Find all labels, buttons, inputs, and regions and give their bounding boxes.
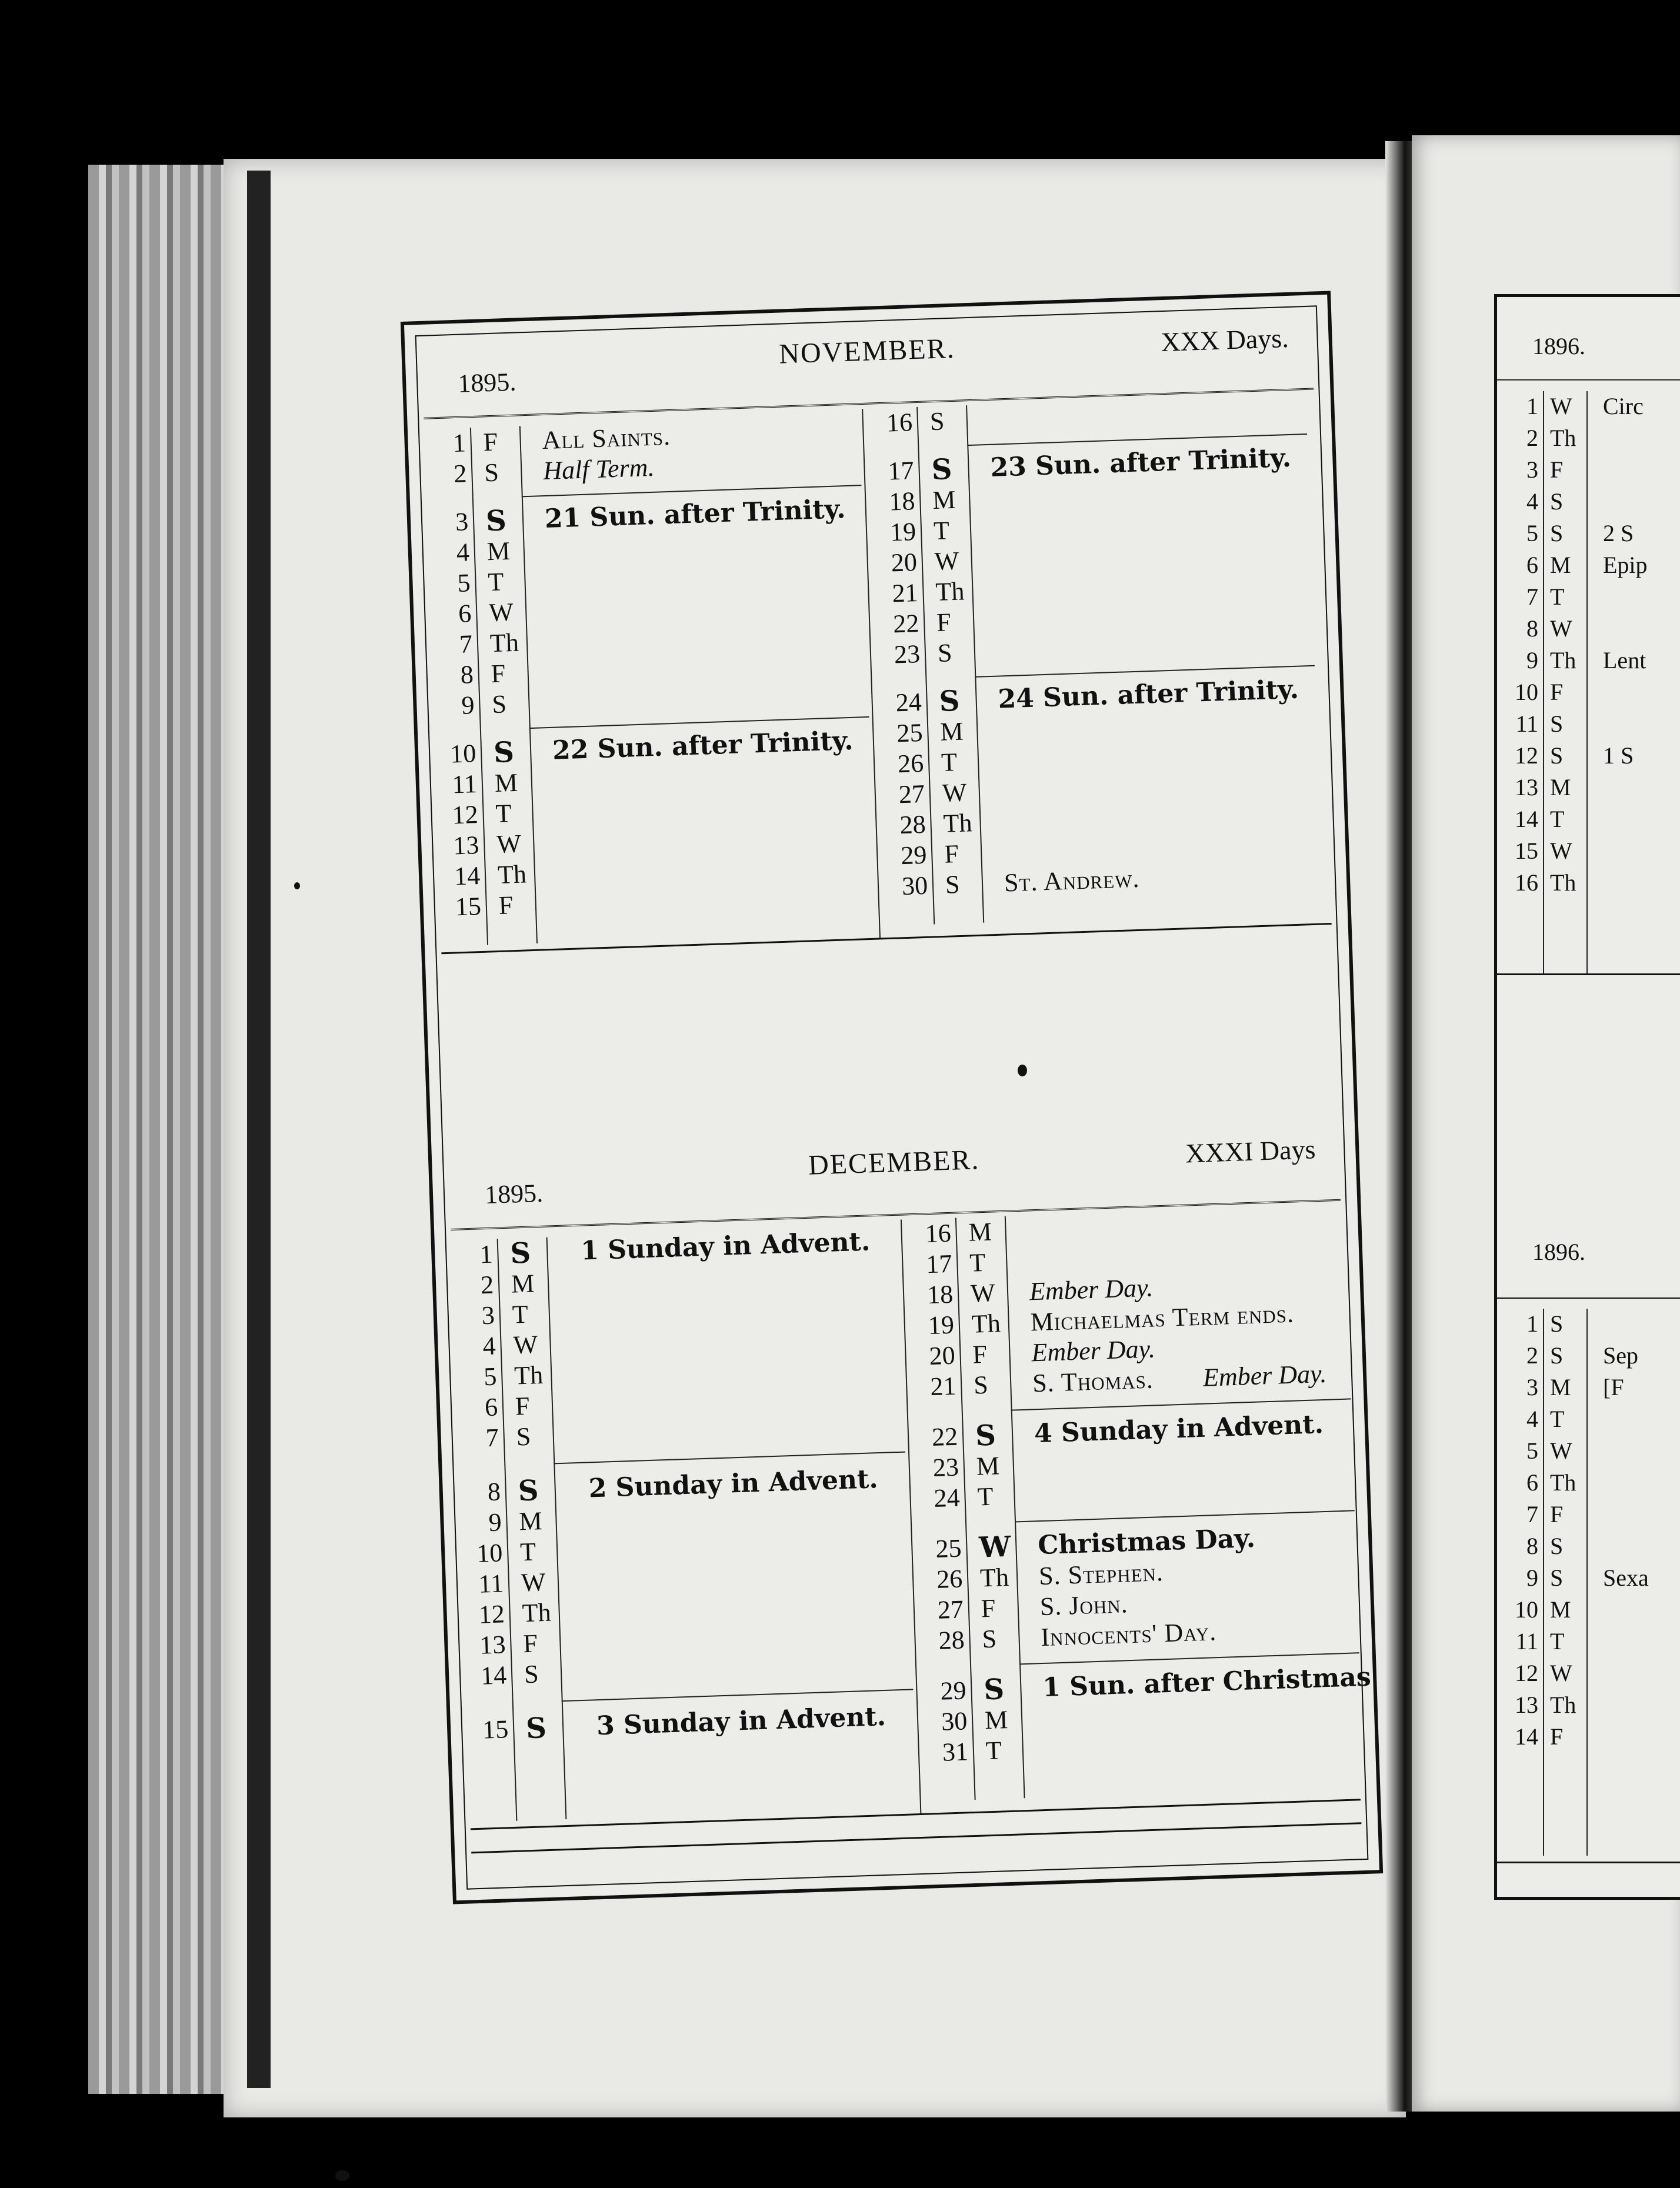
december-left-column (451, 1226, 918, 1829)
calendar-event: Half Term. (542, 452, 655, 486)
weekday-letter: M (984, 1705, 1009, 1735)
calendar-day-row (1497, 1531, 1680, 1562)
day-number: 1 (452, 428, 466, 458)
day-number: 7 (459, 629, 473, 659)
day-number: 10 (1515, 1596, 1538, 1623)
day-number: 8 (1526, 1533, 1538, 1559)
calendar-day-row (1497, 1404, 1680, 1435)
calendar-day-row (1497, 1563, 1680, 1593)
weekday-letter: S (524, 1659, 539, 1689)
calendar-event: 4 Sunday in Advent. (1034, 1409, 1324, 1449)
calendar-event: Christmas Day. (1037, 1523, 1256, 1561)
calendar-event: 2 S (1603, 520, 1634, 546)
weekday-letter: M (968, 1217, 992, 1247)
weekday-letter: S (1550, 1565, 1564, 1591)
weekday-letter: Th (521, 1597, 552, 1628)
calendar-day-row (1497, 1499, 1680, 1530)
weekday-letter: S (1550, 1310, 1564, 1337)
weekday-letter: M (1550, 1596, 1571, 1623)
calendar-frame-1896 (1494, 294, 1680, 1900)
day-number: 10 (449, 739, 477, 769)
weekday-letter: S (937, 638, 953, 668)
calendar-event: All Saints. (541, 421, 671, 455)
calendar-event: Epip (1603, 552, 1648, 578)
day-number: 11 (451, 769, 478, 799)
day-number: 10 (1515, 679, 1538, 705)
day-number: 12 (451, 800, 479, 830)
day-number: 15 (455, 891, 482, 922)
calendar-day-row (1497, 1658, 1680, 1689)
december-year: 1895. (484, 1178, 544, 1210)
day-number: 28 (938, 1625, 965, 1655)
day-number: 22 (892, 609, 920, 639)
weekday-letter: Th (1550, 1692, 1576, 1718)
weekday-letter: S (981, 1624, 997, 1654)
day-number: 11 (478, 1569, 504, 1599)
day-number: 8 (487, 1477, 501, 1507)
day-number: 16 (886, 408, 913, 438)
calendar-day-row (1497, 868, 1680, 898)
day-number: 13 (1515, 1692, 1538, 1718)
calendar-event: 23 Sun. after Trinity. (989, 442, 1292, 483)
calendar-day-row (1497, 1626, 1680, 1657)
november-right-column (871, 394, 1323, 938)
day-number: 31 (942, 1737, 969, 1767)
calendar-day-row (1497, 550, 1680, 581)
calendar-day-row (1497, 1595, 1680, 1625)
day-number: 9 (461, 691, 475, 720)
weekday-letter: M (1550, 774, 1571, 801)
calendar-day-row (1497, 613, 1680, 644)
day-number: 10 (476, 1538, 504, 1568)
calendar-event: Lent (1603, 647, 1646, 673)
weekday-letter: F (1550, 456, 1564, 483)
weekday-letter: S (938, 684, 961, 718)
calendar-day-row (466, 1700, 914, 1746)
calendar-day-row (1497, 709, 1680, 739)
weekday-letter: F (981, 1593, 996, 1623)
december-header (448, 1123, 1341, 1217)
day-number: 24 (895, 687, 922, 718)
ink-speck (1018, 1065, 1027, 1076)
calendar-event: St. Andrew. (1004, 863, 1141, 898)
weekday-letter: F (498, 890, 514, 920)
weekday-letter: F (522, 1629, 538, 1659)
day-number: 8 (1526, 615, 1538, 642)
weekday-letter: M (486, 536, 511, 566)
day-number: 2 (1526, 1342, 1538, 1369)
day-number: 28 (899, 809, 926, 840)
day-number: 6 (484, 1392, 498, 1422)
weekday-letter: W (942, 778, 968, 808)
weekday-letter: F (1550, 1723, 1564, 1750)
ink-speck (335, 2170, 349, 2181)
weekday-letter: F (1550, 1501, 1564, 1527)
calendar-event-secondary: Ember Day. (1202, 1359, 1327, 1392)
day-number: 24 (933, 1483, 961, 1513)
calendar-event: 22 Sun. after Trinity. (552, 725, 854, 766)
weekday-letter: W (496, 829, 522, 859)
weekday-letter: W (1550, 1660, 1572, 1686)
day-number: 27 (898, 779, 925, 809)
weekday-letter: Th (935, 576, 965, 607)
calendar-day-row (1497, 1467, 1680, 1498)
february-1896-column (1497, 1309, 1680, 1838)
weekday-letter: Th (514, 1360, 544, 1390)
november-year: 1895. (457, 367, 517, 398)
february-year: 1896. (1532, 1239, 1585, 1265)
day-number: 16 (924, 1218, 952, 1249)
calendar-day-row (1497, 455, 1680, 485)
day-number: 19 (928, 1310, 955, 1340)
day-number: 21 (891, 578, 919, 608)
calendar-event: 3 Sunday in Advent. (596, 1701, 886, 1742)
weekday-letter: S (525, 1712, 547, 1746)
calendar-day-row (1497, 1436, 1680, 1466)
calendar-event: Michaelmas Term ends. (1029, 1299, 1295, 1337)
weekday-letter: F (490, 659, 506, 689)
weekday-letter: F (936, 608, 952, 638)
day-number: 1 (1526, 393, 1538, 419)
day-number: 26 (936, 1564, 963, 1594)
calendar-event: 1 S (1603, 742, 1634, 769)
february-bottom-rule (1497, 1862, 1680, 1863)
weekday-letter: W (1550, 615, 1572, 642)
weekday-letter: F (1550, 679, 1564, 705)
weekday-letter: S (929, 406, 945, 436)
calendar-event: S. Stephen. (1038, 1557, 1164, 1591)
weekday-letter: S (515, 1422, 532, 1452)
day-number: 26 (897, 748, 924, 779)
day-number: 7 (1526, 1501, 1538, 1527)
weekday-letter: T (1550, 1628, 1565, 1655)
weekday-letter: M (518, 1506, 543, 1536)
january-1896-column (1497, 391, 1680, 979)
calendar-event: Innocents' Day. (1040, 1617, 1217, 1652)
day-number: 25 (935, 1533, 962, 1563)
day-number: 19 (889, 517, 916, 547)
day-number: 27 (937, 1595, 964, 1625)
calendar-day-row (1497, 1690, 1680, 1720)
january-year: 1896. (1532, 333, 1585, 359)
day-number: 6 (1526, 1469, 1538, 1496)
weekday-letter: M (976, 1451, 1000, 1481)
day-number: 20 (891, 548, 918, 578)
weekday-letter: M (932, 485, 956, 515)
day-number: 16 (1515, 869, 1538, 896)
day-number: 15 (482, 1715, 509, 1745)
day-number: 1 (1526, 1310, 1538, 1337)
weekday-letter: S (1550, 1533, 1564, 1559)
calendar-frame-1895 (401, 291, 1383, 1905)
weekday-letter: T (933, 516, 950, 546)
calendar-event: Ember Day. (1031, 1334, 1156, 1368)
calendar-day-row (1497, 772, 1680, 803)
calendar-day-row (1497, 391, 1680, 422)
calendar-day-row (1497, 423, 1680, 453)
weekday-letter: T (1550, 806, 1565, 832)
weekday-letter: S (1550, 520, 1564, 546)
day-number: 18 (888, 486, 916, 516)
weekday-letter: S (1550, 488, 1564, 515)
day-number: 1 (479, 1239, 494, 1269)
week-divider (554, 1452, 905, 1465)
week-divider (1015, 1510, 1355, 1522)
day-number: 29 (939, 1676, 967, 1706)
weekday-letter: S (945, 869, 961, 899)
frame-footer-rule (471, 1822, 1361, 1853)
weekday-letter: M (939, 716, 964, 746)
week-divider (1019, 1652, 1359, 1665)
day-number: 3 (481, 1300, 495, 1330)
weekday-letter: W (521, 1567, 546, 1597)
day-number: 13 (479, 1630, 506, 1660)
calendar-day-row (1497, 582, 1680, 612)
day-number: 30 (901, 870, 928, 901)
weekday-letter: Th (489, 628, 519, 658)
day-number: 14 (1515, 806, 1538, 832)
day-number: 29 (900, 840, 928, 870)
weekday-letter: Th (1550, 647, 1576, 673)
day-number: 4 (456, 538, 470, 568)
day-number: 12 (1515, 742, 1538, 769)
day-number: 18 (926, 1279, 954, 1310)
weekday-letter: T (941, 748, 958, 777)
day-number: 14 (1515, 1723, 1538, 1750)
calendar-day-row (1497, 645, 1680, 676)
weekday-letter: T (519, 1537, 536, 1567)
calendar-event: 2 Sunday in Advent. (588, 1464, 879, 1504)
day-number: 20 (928, 1340, 956, 1371)
weekday-letter: S (517, 1474, 539, 1508)
day-number: 5 (1526, 520, 1538, 546)
day-number: 15 (1515, 838, 1538, 864)
weekday-letter: S (485, 504, 507, 538)
calendar-day-row (1497, 486, 1680, 517)
calendar-event: [F (1603, 1374, 1624, 1400)
weekday-letter: M (494, 768, 518, 798)
weekday-letter: T (969, 1248, 986, 1278)
weekday-letter: T (985, 1736, 1002, 1766)
december-days-total: XXXI Days (1185, 1134, 1316, 1169)
calendar-event: Sep (1603, 1342, 1638, 1369)
weekday-letter: T (512, 1299, 529, 1329)
weekday-letter: S (1550, 1342, 1564, 1369)
calendar-event: 21 Sun. after Trinity. (544, 494, 846, 535)
calendar-day-row (1497, 1340, 1680, 1371)
weekday-letter: F (482, 427, 498, 457)
weekday-letter: M (1550, 552, 1571, 578)
weekday-letter: Th (942, 808, 973, 838)
day-number: 7 (485, 1423, 499, 1453)
day-number: 17 (887, 456, 915, 486)
day-number: 6 (1526, 552, 1538, 578)
weekday-letter: W (978, 1530, 1012, 1565)
november-month-title: NOVEMBER. (778, 332, 956, 370)
weekday-letter: S (973, 1370, 989, 1400)
day-number: 5 (456, 568, 471, 598)
day-number: 23 (894, 639, 921, 669)
november-days-total: XXX Days. (1160, 322, 1289, 358)
weekday-letter: S (484, 458, 499, 488)
weekday-letter: T (487, 567, 505, 597)
weekday-letter: S (1550, 742, 1564, 769)
calendar-day-row (1497, 518, 1680, 549)
weekday-letter: W (934, 546, 960, 576)
day-number: 9 (1526, 647, 1538, 673)
weekday-letter: F (944, 839, 959, 869)
weekday-letter: F (515, 1391, 531, 1421)
day-number: 11 (1515, 1628, 1538, 1655)
day-number: 3 (455, 507, 469, 537)
day-number: 4 (1526, 1406, 1538, 1432)
calendar-day-row (1497, 836, 1680, 866)
weekday-letter: M (1550, 1374, 1571, 1400)
weekday-letter: T (976, 1482, 994, 1512)
weekday-letter: W (512, 1330, 538, 1360)
calendar-event: Circ (1603, 393, 1644, 419)
day-number: 5 (483, 1362, 498, 1392)
november-header (421, 312, 1314, 406)
calendar-event: 1 Sun. after Christmas (1042, 1662, 1372, 1703)
day-number: 25 (896, 718, 924, 748)
weekday-letter: S (491, 689, 507, 719)
day-number: 9 (488, 1507, 502, 1537)
calendar-event: 24 Sun. after Trinity. (997, 674, 1299, 715)
calendar-event: Ember Day. (1029, 1273, 1154, 1306)
calendar-event: 1 Sunday in Advent. (580, 1226, 871, 1266)
weekday-letter: Th (497, 859, 527, 889)
weekday-letter: Th (1550, 425, 1576, 451)
weekday-letter: W (1550, 1437, 1572, 1464)
day-number: 12 (478, 1599, 505, 1629)
weekday-letter: W (1550, 393, 1572, 419)
january-bottom-rule (1497, 973, 1680, 975)
day-number: 17 (925, 1249, 953, 1279)
day-number: 2 (453, 459, 468, 489)
weekday-letter: S (493, 735, 515, 770)
weekday-letter: F (972, 1339, 988, 1369)
weekday-letter: Th (979, 1562, 1009, 1593)
day-number: 5 (1526, 1437, 1538, 1464)
day-number: 6 (458, 599, 472, 628)
weekday-letter: W (1550, 838, 1572, 864)
weekday-letter: T (495, 799, 512, 829)
weekday-letter: S (1550, 711, 1564, 737)
day-number: 2 (1526, 425, 1538, 451)
day-number: 4 (1526, 488, 1538, 515)
weekday-letter: Th (971, 1309, 1001, 1339)
weekday-letter: S (975, 1419, 996, 1453)
calendar-day-row (1497, 1309, 1680, 1339)
weekday-letter: M (511, 1269, 535, 1299)
page-edge-shadow (247, 171, 271, 2088)
january-header-rule (1497, 379, 1680, 385)
november-left-column (424, 415, 876, 958)
december-right-column (909, 1205, 1372, 1807)
weekday-letter: W (970, 1278, 996, 1308)
weekday-letter: S (983, 1673, 1005, 1707)
day-number: 3 (1526, 456, 1538, 483)
day-number: 2 (480, 1270, 494, 1300)
weekday-letter: Th (1550, 869, 1576, 896)
calendar-day-row (1497, 1722, 1680, 1752)
day-number: 13 (1515, 774, 1538, 801)
calendar-day-row (1497, 804, 1680, 835)
weekday-letter: T (1550, 583, 1565, 610)
day-number: 14 (480, 1660, 508, 1690)
day-number: 9 (1526, 1565, 1538, 1591)
day-number: 3 (1526, 1374, 1538, 1400)
day-number: 8 (459, 660, 474, 689)
day-number: 30 (941, 1706, 968, 1736)
weekday-letter: S (931, 453, 953, 487)
weekday-letter: W (488, 597, 514, 628)
calendar-day-row (1497, 1372, 1680, 1403)
weekday-letter: T (1550, 1406, 1565, 1432)
calendar-day-row (1497, 677, 1680, 708)
february-header-rule (1497, 1297, 1680, 1302)
weekday-letter: Th (1550, 1469, 1576, 1496)
week-divider (562, 1689, 914, 1702)
day-number: 4 (482, 1331, 496, 1361)
day-number: 23 (932, 1452, 959, 1483)
day-number: 7 (1526, 583, 1538, 610)
calendar-event: S. Thomas. (1032, 1365, 1154, 1398)
day-number: 13 (452, 830, 480, 860)
week-divider (1011, 1398, 1351, 1410)
calendar-day-row (1497, 741, 1680, 771)
ink-speck (294, 882, 300, 889)
december-month-title: DECEMBER. (808, 1144, 981, 1181)
day-number: 14 (454, 861, 481, 891)
day-number: 12 (1515, 1660, 1538, 1686)
day-number: 22 (931, 1422, 958, 1452)
calendar-event: S. John. (1039, 1589, 1129, 1622)
calendar-event: Sexa (1603, 1565, 1649, 1591)
day-number: 11 (1515, 711, 1538, 737)
weekday-letter: S (509, 1236, 532, 1270)
day-number: 21 (929, 1371, 957, 1402)
